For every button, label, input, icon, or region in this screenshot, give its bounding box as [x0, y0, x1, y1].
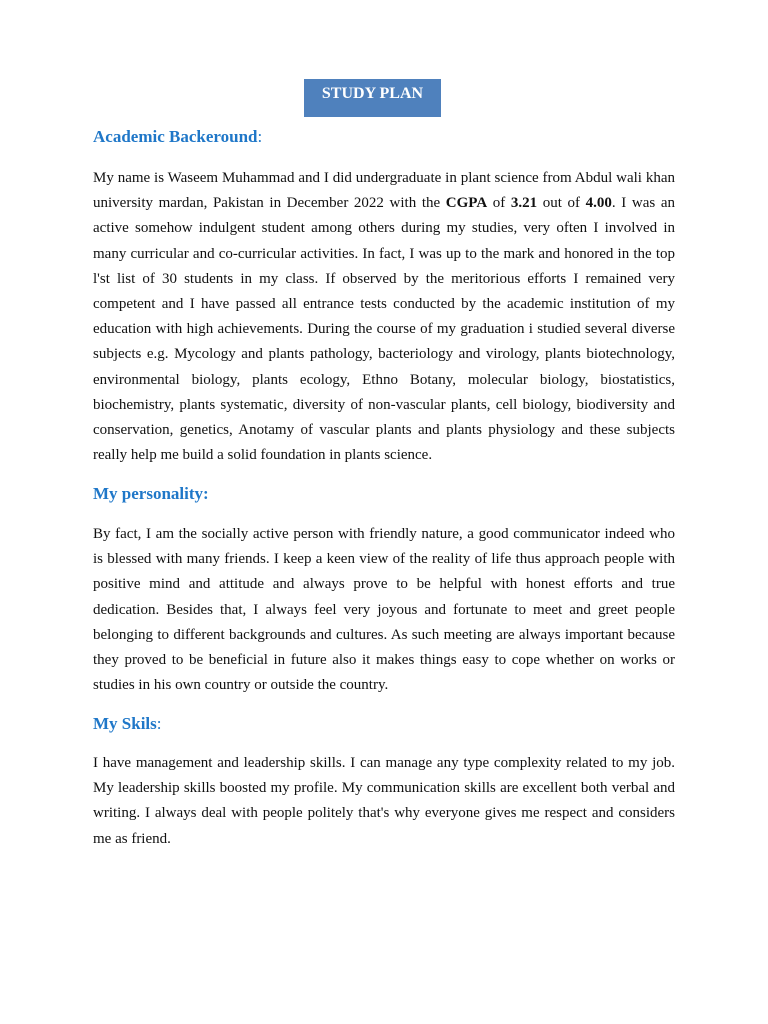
heading-text: Academic Backeround — [93, 127, 258, 146]
paragraph-my-personality: By fact, I am the socially active person with friendly nature, a good communicator indeed who is blessed with many friends. I keep a keen view of the reality of life thus approach people with positive mind and attitude and always prove to be helpful with honest efforts and true dedication. Besides that, I always feel very joyous and fortunate to meet and greet people belonging to different backgrounds and cultures. As such meeting are always important because they proved to be beneficial in future also it makes things easy to cope whether on works or studies in his own country or outside the country. — [93, 526, 675, 694]
paragraph-academic-background — [93, 166, 675, 468]
cgpa-value: 3.21 — [510, 195, 538, 212]
text-segment: of — [487, 195, 511, 212]
paragraph-my-skills: I have management and leadership skills. I can manage any type complexity related to my job. My leadership skills boosted my profile. My communication skills are excellent both verbal and writing. I always deal with people politely that's why everyone gives me respect and considers me as friend. — [93, 755, 675, 847]
heading-my-personality: My personality: — [93, 484, 209, 503]
page-title: STUDY PLAN — [304, 79, 441, 117]
cgpa-label: CGPA — [445, 195, 488, 212]
heading-my-skills — [93, 714, 162, 734]
text-segment: My name is Waseem Muhammad and I did undergraduate in plant science from Abdul wali khan university mardan, Pakistan in December 2022 with the — [93, 170, 675, 212]
heading-academic-background — [93, 127, 262, 147]
heading-text: My Skils — [93, 714, 157, 733]
text-segment: . I was an active somehow indulgent student among others during my studies, very often I involved in many curricular and co-curricular activities. In fact, I was up to the mark and honored in the top l'st list of 30 students in my class. If observed by the meritorious efforts I remained very competent and I have passed all entrance tests conducted by the academic institution of my education with high achievements. During the course of my graduation i studied several diverse subjects e.g. Mycology and plants pathology, bacteriology and virology, plants biotechnology, environmental biology, plants ecology, Ethno Botany, molecular biology, biostatistics, biochemistry, plants systematic, diversity of non-vascular plants, cell biology, biodiversity and conservation, genetics, Anotamy of vascular plants and plants physiology and these subjects really help me build a solid foundation in plants science. — [93, 195, 676, 464]
heading-colon: : — [156, 714, 162, 733]
heading-colon: : — [257, 127, 263, 146]
text-segment: out of — [537, 195, 586, 212]
cgpa-max: 4.00 — [585, 195, 612, 212]
